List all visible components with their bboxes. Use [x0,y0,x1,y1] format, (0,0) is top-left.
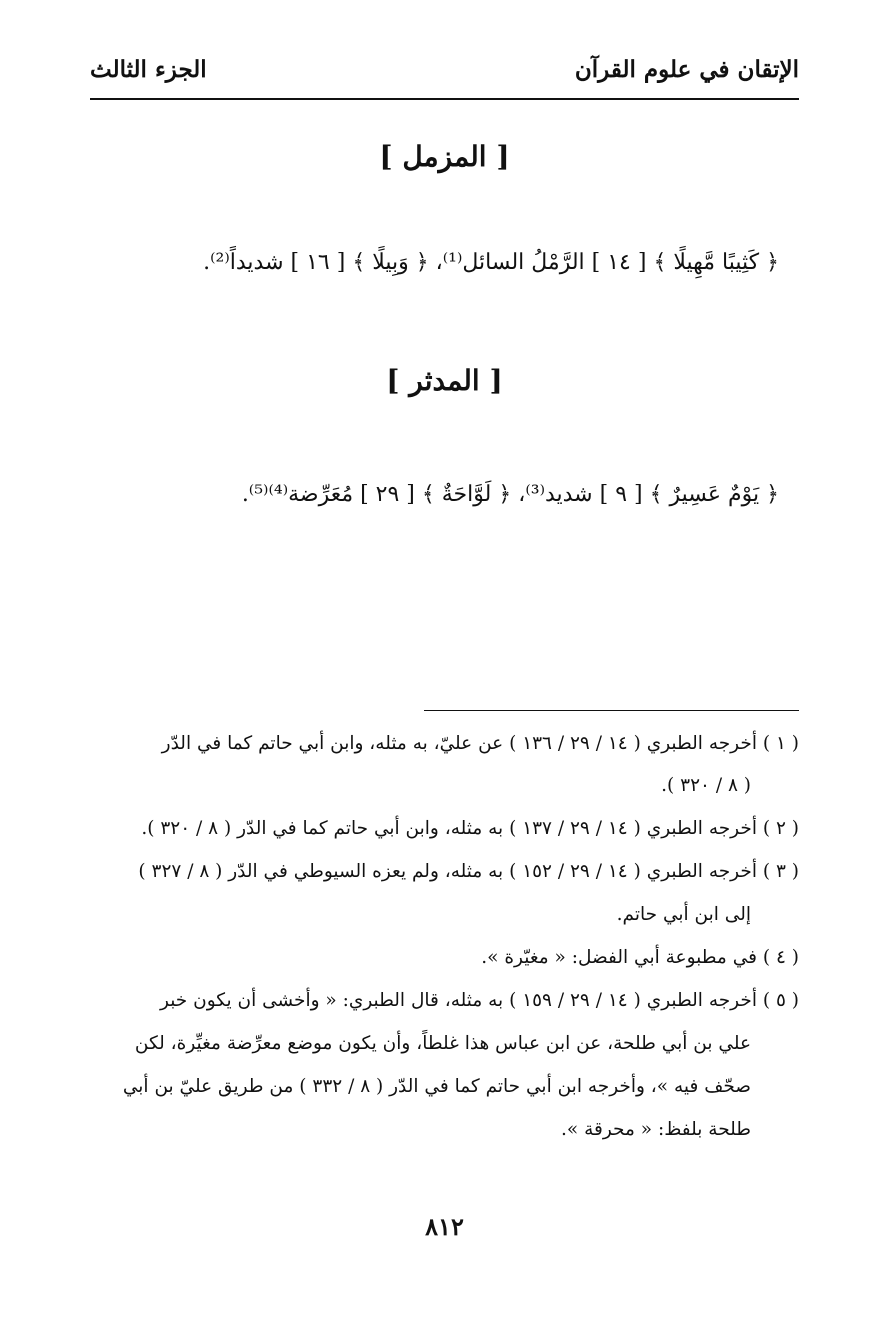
footnote-3-continued: إلى ابن أبي حاتم. [616,904,751,925]
gloss-line-muddathir: ﴿ يَوْمٌ عَسِيرٌ ﴾ [ ٩ ] شديد⁽³⁾، ﴿ لَوَّاحَةٌ ﴾ [ ٢٩ ] مُعَرِّضة⁽⁴⁾⁽⁵⁾. [241,482,779,507]
footnote-5: ( ٥ ) أخرجه الطبري ( ١٤ / ٢٩ / ١٥٩ ) به مثله، قال الطبري: « وأخشى أن يكون خبر [160,990,799,1011]
footnote-3: ( ٣ ) أخرجه الطبري ( ١٤ / ٢٩ / ١٥٢ ) به مثله، ولم يعزه السيوطي في الدّر ( ٨ / ٣٢٧ ) [138,861,799,882]
footnote-4: ( ٤ ) في مطبوعة أبي الفضل: « مغيّرة ». [481,947,799,968]
header-divider [90,98,799,100]
footnote-5-continued-3: طلحة بلفظ: « محرقة ». [561,1119,751,1140]
section-heading-muddathir: [ المدثر ] [386,364,503,397]
section-heading-muzzammil: [ المزمل ] [379,140,510,173]
footnote-5-continued-2: صحّف فيه »، وأخرجه ابن أبي حاتم كما في الدّر ( ٨ / ٣٣٢ ) من طريق عليّ بن أبي [122,1076,751,1097]
running-header-volume: الجزء الثالث [90,56,207,83]
footnote-5-continued-1: علي بن أبي طلحة، عن ابن عباس هذا غلطاً، وأن يكون موضع معرِّضة مغيِّرة، لكن [134,1033,751,1054]
footnote-2: ( ٢ ) أخرجه الطبري ( ١٤ / ٢٩ / ١٣٧ ) به مثله، وابن أبي حاتم كما في الدّر ( ٨ / ٣٢٠ ). [141,818,799,839]
footnote-divider [424,710,799,711]
footnote-1-continued: ( ٨ / ٣٢٠ ). [661,775,751,796]
running-header-title: الإتقان في علوم القرآن [574,56,799,83]
gloss-line-muzzammil: ﴿ كَثِيبًا مَّهِيلًا ﴾ [ ١٤ ] الرَّمْلُ السائل⁽¹⁾، ﴿ وَبِيلًا ﴾ [ ١٦ ] شديداً⁽²⁾. [203,250,779,275]
page-number: ٨١٢ [425,1212,464,1241]
footnote-1: ( ١ ) أخرجه الطبري ( ١٤ / ٢٩ / ١٣٦ ) عن عليّ، به مثله، وابن أبي حاتم كما في الدّر [161,733,799,754]
